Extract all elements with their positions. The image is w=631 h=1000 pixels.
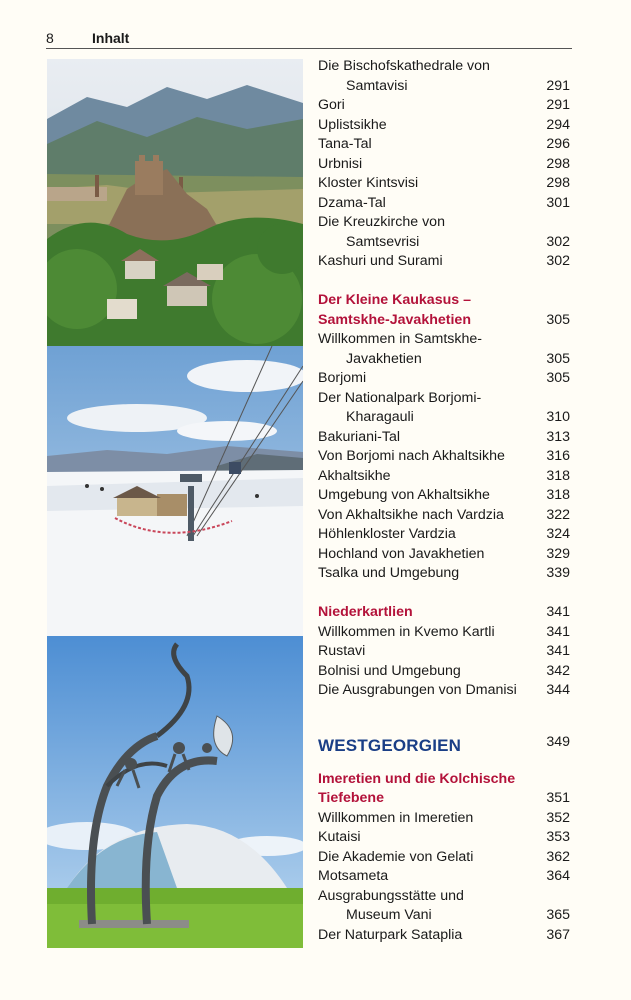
- toc-section-heading[interactable]: Samtskhe-Javakhetien 305: [318, 311, 570, 328]
- toc-entry[interactable]: Willkommen in Samtskhe-: [318, 331, 482, 347]
- toc-entry[interactable]: Gori 291: [318, 97, 570, 113]
- toc-entry[interactable]: Der Naturpark Sataplia 367: [318, 926, 570, 943]
- toc-entry[interactable]: Bolnisi und Umgebung 342: [318, 662, 570, 679]
- header-title: Inhalt: [92, 30, 130, 46]
- toc-section-heading[interactable]: Imeretien und die Kolchische: [318, 770, 516, 787]
- toc-region-heading[interactable]: WESTGEORGIEN 349: [318, 733, 570, 755]
- toc-entry[interactable]: Urbnisi 298: [318, 155, 570, 172]
- page-number: 8: [46, 30, 54, 46]
- toc-entry[interactable]: Kloster Kintsvisi 298: [318, 175, 570, 191]
- toc-entry[interactable]: Motsameta 364: [318, 868, 570, 884]
- toc-entry[interactable]: Von Borjomi nach Akhaltsikhe 316: [318, 448, 570, 464]
- toc-section-heading[interactable]: Tiefebene 351: [318, 790, 570, 806]
- table-of-contents: [318, 57, 572, 945]
- toc-entry[interactable]: Borjomi 305: [318, 370, 570, 386]
- toc-entry[interactable]: Höhlenkloster Vardzia 324: [318, 526, 570, 542]
- photo-sculpture: [47, 636, 303, 948]
- toc-entry[interactable]: Willkommen in Imeretien 352: [318, 809, 570, 826]
- toc-entry[interactable]: Ausgrabungsstätte und: [318, 887, 464, 904]
- toc-entry[interactable]: Kutaisi 353: [318, 829, 570, 845]
- toc-entry[interactable]: Die Ausgrabungen von Dmanisi 344: [318, 682, 570, 698]
- toc-entry[interactable]: Uplistsikhe 294: [318, 116, 570, 133]
- toc-entry[interactable]: Umgebung von Akhaltsikhe 318: [318, 487, 570, 503]
- toc-entry[interactable]: Der Nationalpark Borjomi-: [318, 389, 482, 406]
- photo-mountain-fortress: [47, 59, 303, 346]
- photo-ski-slope: [47, 346, 303, 636]
- toc-entry[interactable]: Tana-Tal 296: [318, 136, 570, 152]
- toc-entry[interactable]: Dzama-Tal 301: [318, 194, 570, 211]
- toc-entry[interactable]: Javakhetien 305: [346, 350, 570, 367]
- toc-entry[interactable]: Samtavisi 291: [346, 77, 570, 94]
- toc-entry[interactable]: Tsalka und Umgebung 339: [318, 565, 570, 581]
- toc-entry[interactable]: Samtsevrisi 302: [346, 233, 570, 250]
- toc-entry[interactable]: Hochland von Javakhetien 329: [318, 545, 570, 562]
- toc-entry[interactable]: Rustavi 341: [318, 643, 570, 659]
- toc-entry[interactable]: Von Akhaltsikhe nach Vardzia 322: [318, 506, 570, 523]
- toc-entry[interactable]: Kharagauli 310: [346, 409, 570, 425]
- page-header: [46, 28, 572, 49]
- toc-entry[interactable]: Kashuri und Surami 302: [318, 253, 570, 269]
- toc-entry[interactable]: Die Akademie von Gelati 362: [318, 848, 570, 865]
- toc-entry[interactable]: Akhaltsikhe 318: [318, 467, 570, 484]
- toc-entry[interactable]: Museum Vani 365: [346, 907, 570, 923]
- toc-entry[interactable]: Die Kreuzkirche von: [318, 214, 445, 230]
- toc-entry[interactable]: Bakuriani-Tal 313: [318, 428, 570, 445]
- toc-entry[interactable]: Die Bischofskathedrale von: [318, 58, 490, 74]
- toc-section-heading[interactable]: Der Kleine Kaukasus –: [318, 292, 471, 308]
- toc-section-heading[interactable]: Niederkartlien 341: [318, 604, 570, 620]
- toc-entry[interactable]: Willkommen in Kvemo Kartli 341: [318, 623, 570, 640]
